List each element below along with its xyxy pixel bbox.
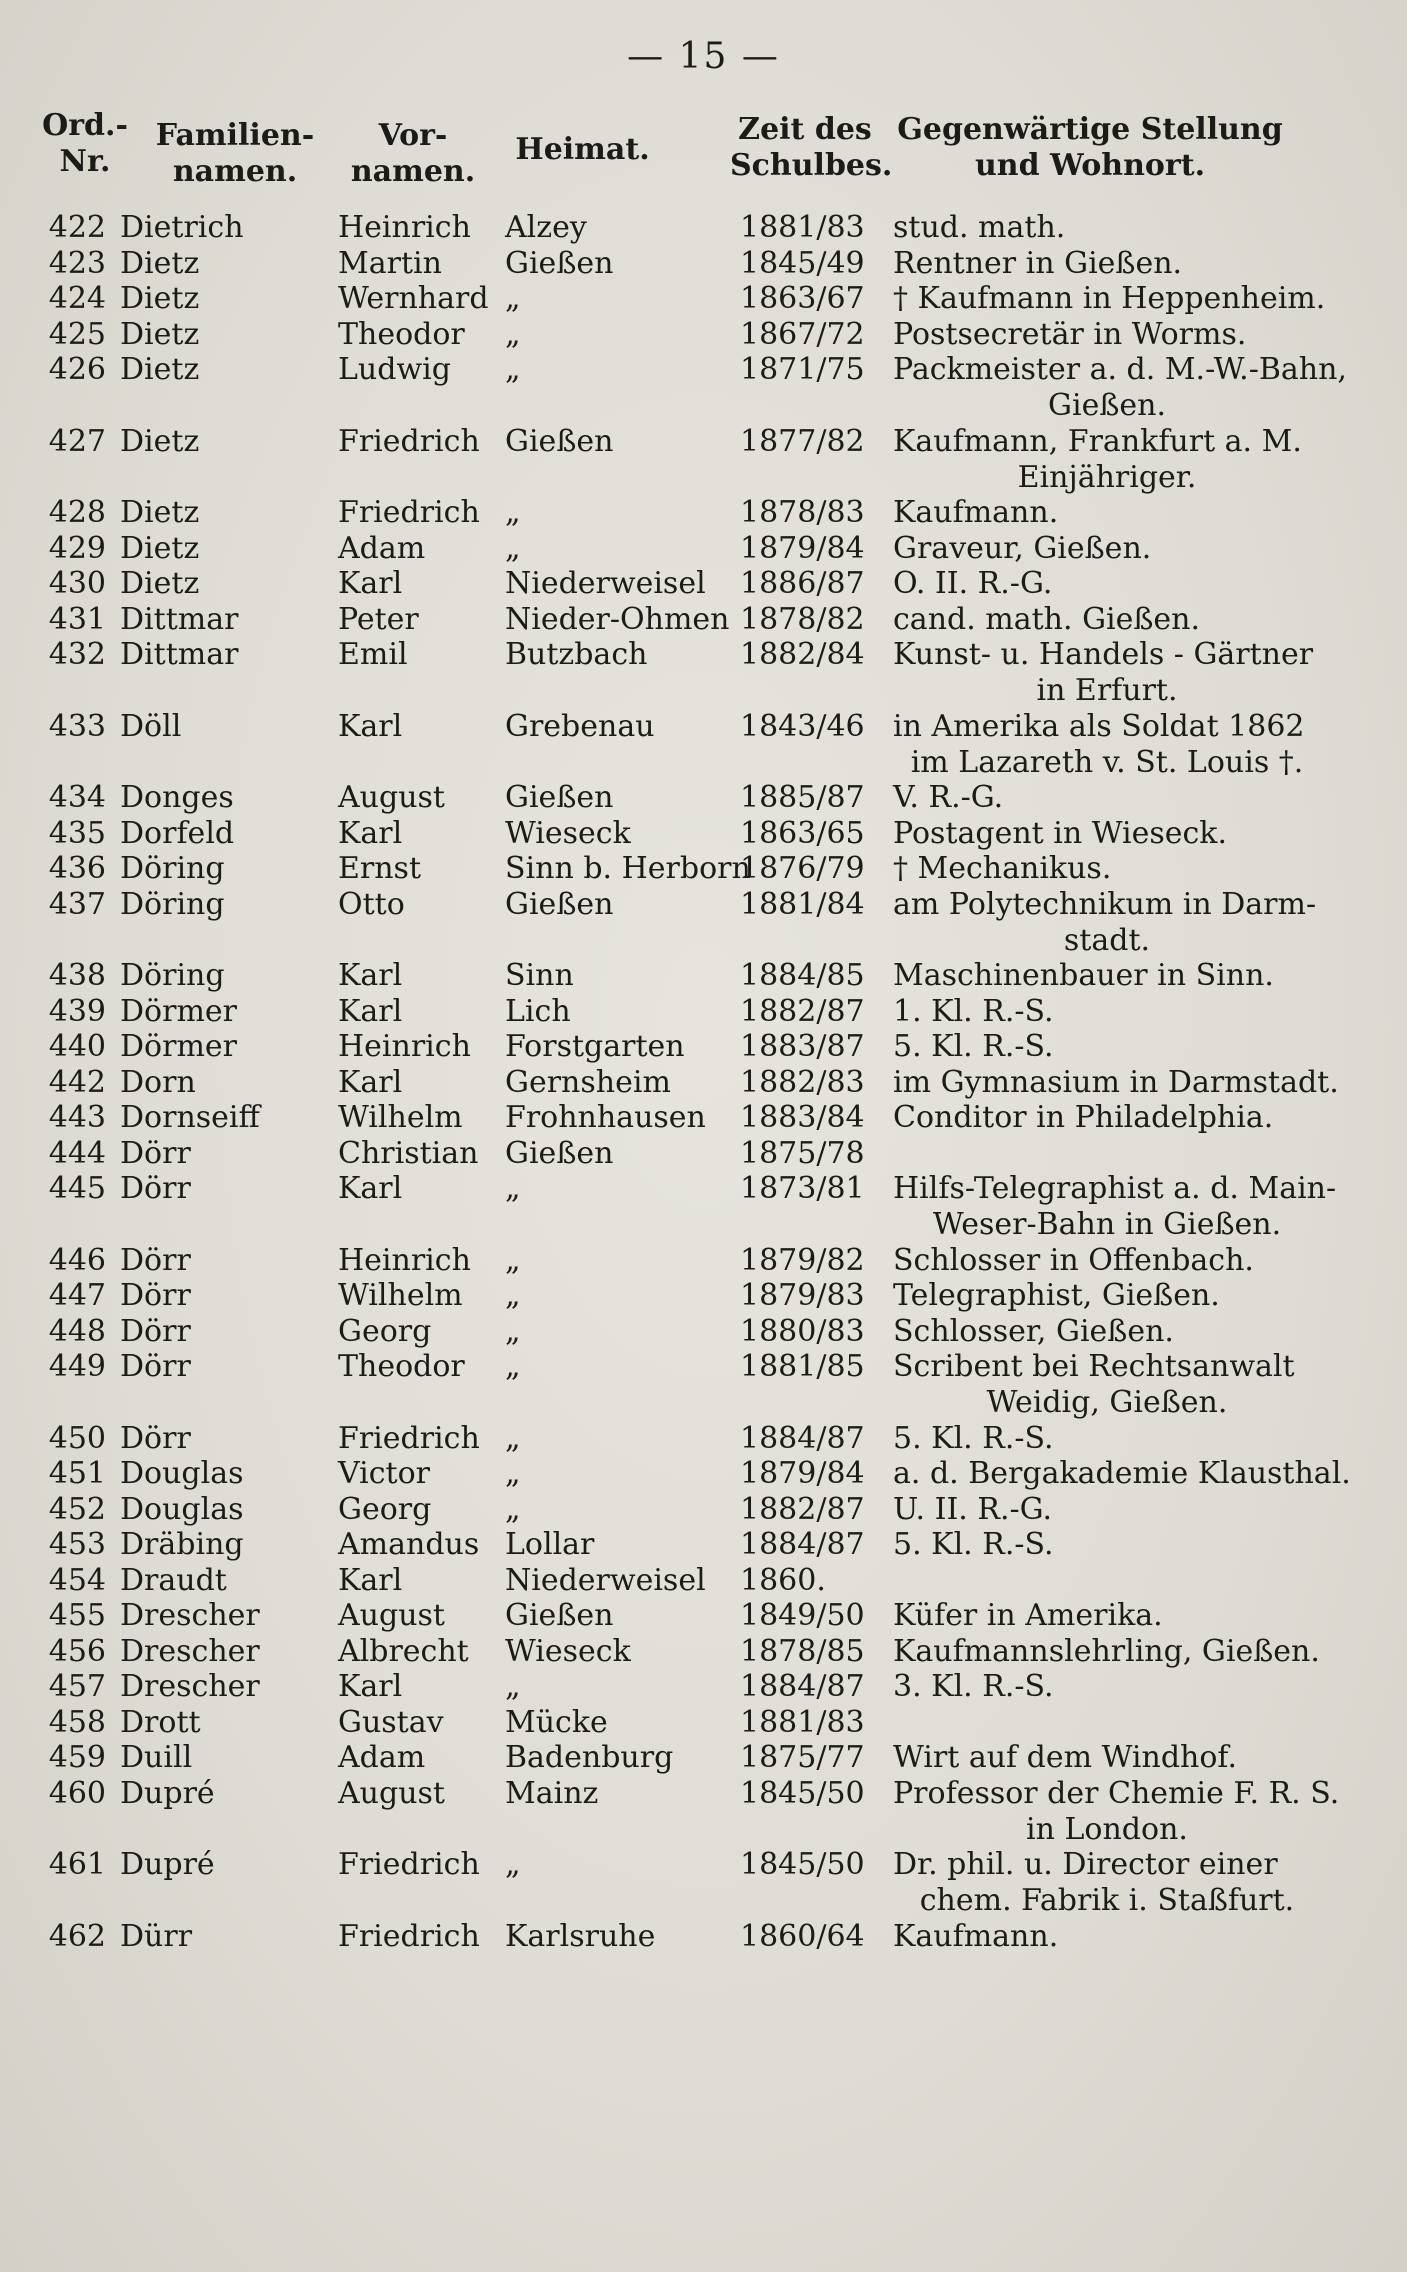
entry-zeit: 1863/67 (740, 281, 865, 316)
entry-heimat: „ (505, 281, 521, 316)
entry-nr: 434 (48, 780, 106, 815)
entry-stellung: 5. Kl. R.-S. (893, 1029, 1054, 1064)
entry-heimat: Wieseck (505, 1633, 631, 1669)
entry-vorname: Karl (338, 708, 403, 744)
entry-heimat: „ (505, 1171, 521, 1206)
entry-vorname: Albrecht (338, 1633, 469, 1669)
entry-familienname: Dörmer (120, 993, 237, 1029)
entry-stellung: 1. Kl. R.-S. (893, 993, 1054, 1029)
entry-nr: 448 (48, 1313, 106, 1349)
entry-zeit: 1860/64 (740, 1918, 865, 1954)
entry-familienname: Dräbing (120, 1527, 244, 1562)
entry-zeit: 1881/83 (740, 210, 865, 245)
entry-vorname: Friedrich (338, 1420, 480, 1456)
entry-stellung: Telegraphist, Gießen. (893, 1278, 1220, 1313)
entry-stellung: Kunst- u. Handels - Gärtner (893, 637, 1314, 672)
entry-nr: 422 (48, 210, 106, 245)
entry-zeit: 1876/79 (740, 851, 865, 886)
entry-stellung-continued: Weidig, Gießen. (986, 1385, 1228, 1420)
entry-zeit: 1871/75 (740, 352, 865, 387)
entry-nr: 459 (48, 1740, 106, 1775)
entry-zeit: 1845/50 (740, 1847, 865, 1882)
entry-zeit: 1878/83 (740, 495, 865, 530)
entry-nr: 428 (48, 495, 106, 530)
entry-nr: 452 (48, 1491, 106, 1527)
entry-zeit: 1882/84 (740, 637, 865, 672)
entry-heimat: „ (505, 1456, 521, 1491)
entry-familienname: Dörr (120, 1278, 191, 1313)
table-row (0, 281, 1407, 317)
table-row (0, 210, 1407, 246)
entry-heimat: Mainz (505, 1775, 599, 1811)
entry-familienname: Dornseiff (120, 1100, 260, 1135)
entry-vorname: Peter (338, 601, 419, 637)
entry-familienname: Döring (120, 886, 225, 922)
entry-heimat: Butzbach (505, 637, 648, 672)
table-row (0, 1314, 1407, 1350)
table-row (0, 1598, 1407, 1634)
entry-stellung: a. d. Bergakademie Klausthal. (893, 1456, 1351, 1491)
table-row (0, 1100, 1407, 1136)
entry-zeit: 1879/84 (740, 1456, 865, 1491)
table-row (0, 1456, 1407, 1492)
entry-stellung-continued: Einjähriger. (1017, 459, 1197, 495)
entry-nr: 446 (48, 1242, 106, 1278)
entry-vorname: Karl (338, 1562, 403, 1598)
entry-vorname: Ludwig (338, 352, 451, 387)
entry-nr: 439 (48, 993, 106, 1029)
table-row (0, 1527, 1407, 1563)
entry-familienname: Dietz (120, 566, 200, 601)
header-stellung: Gegenwärtige Stellung und Wohnort. (897, 112, 1283, 183)
entry-heimat: Gießen (505, 780, 614, 815)
entry-stellung: im Gymnasium in Darmstadt. (893, 1064, 1339, 1100)
entry-nr: 460 (48, 1775, 106, 1811)
entry-stellung: Scribent bei Rechtsanwalt (893, 1349, 1295, 1384)
entry-nr: 437 (48, 886, 106, 922)
entry-heimat: Forstgarten (505, 1029, 685, 1064)
entry-vorname: Friedrich (338, 1847, 480, 1882)
entry-stellung: 5. Kl. R.-S. (893, 1527, 1054, 1562)
entry-heimat: „ (505, 1669, 521, 1704)
table-row (0, 709, 1407, 781)
entry-vorname: Adam (338, 530, 426, 566)
entry-familienname: Dürr (120, 1918, 193, 1954)
entry-familienname: Dorn (120, 1064, 196, 1100)
entry-nr: 451 (48, 1456, 106, 1491)
entry-zeit: 1884/87 (740, 1527, 865, 1562)
entry-zeit: 1881/83 (740, 1704, 865, 1740)
entry-familienname: Dörr (120, 1349, 191, 1384)
table-row (0, 1634, 1407, 1670)
entry-stellung-continued: in London. (1026, 1811, 1188, 1847)
entry-zeit: 1881/85 (740, 1349, 865, 1384)
table-row (0, 246, 1407, 282)
entry-zeit: 1875/78 (740, 1135, 865, 1171)
entry-vorname: Heinrich (338, 1242, 471, 1278)
entry-familienname: Donges (120, 780, 234, 815)
entry-zeit: 1879/83 (740, 1278, 865, 1313)
entry-familienname: Dörmer (120, 1029, 237, 1064)
entry-nr: 442 (48, 1064, 106, 1100)
entry-zeit: 1845/49 (740, 245, 865, 281)
table-row (0, 1421, 1407, 1457)
entry-stellung: 3. Kl. R.-S. (893, 1669, 1054, 1704)
entry-zeit: 1867/72 (740, 316, 865, 352)
entry-stellung: V. R.-G. (893, 780, 1004, 815)
entry-zeit: 1883/84 (740, 1100, 865, 1135)
entry-nr: 456 (48, 1633, 106, 1669)
table-row (0, 887, 1407, 959)
entry-familienname: Dietz (120, 352, 200, 387)
table-row (0, 602, 1407, 638)
entry-vorname: Karl (338, 958, 403, 993)
entry-stellung-continued: stadt. (1063, 922, 1151, 958)
entry-heimat: Sinn (505, 958, 574, 993)
entry-zeit: 1884/87 (740, 1669, 865, 1704)
entry-familienname: Dupré (120, 1847, 215, 1882)
entry-nr: 430 (48, 566, 106, 601)
entry-stellung: Hilfs-Telegraphist a. d. Main- (893, 1171, 1337, 1206)
entry-nr: 426 (48, 352, 106, 387)
entry-nr: 425 (48, 316, 106, 352)
entry-nr: 453 (48, 1527, 106, 1562)
entry-heimat: „ (505, 1491, 521, 1527)
entry-nr: 423 (48, 245, 106, 281)
entry-familienname: Dörr (120, 1171, 191, 1206)
entry-stellung: Wirt auf dem Windhof. (893, 1740, 1238, 1775)
table-row (0, 1492, 1407, 1528)
entry-nr: 445 (48, 1171, 106, 1206)
entry-heimat: „ (505, 530, 521, 566)
entry-heimat: Gießen (505, 423, 614, 459)
entry-zeit: 1879/82 (740, 1242, 865, 1278)
entry-heimat: Gießen (505, 886, 614, 922)
entry-vorname: Friedrich (338, 423, 480, 459)
entry-zeit: 1882/83 (740, 1064, 865, 1100)
entry-stellung-continued: im Lazareth v. St. Louis †. (910, 744, 1304, 780)
entry-stellung-continued: Weser-Bahn in Gießen. (932, 1207, 1282, 1242)
table-row (0, 1278, 1407, 1314)
entry-stellung: Graveur, Gießen. (893, 530, 1152, 566)
table-row (0, 566, 1407, 602)
entry-zeit: 1843/46 (740, 708, 865, 744)
entry-familienname: Dietz (120, 530, 200, 566)
entry-stellung: cand. math. Gießen. (893, 601, 1201, 637)
entry-familienname: Döring (120, 851, 225, 886)
entry-nr: 433 (48, 708, 106, 744)
entry-stellung: Kaufmann. (893, 1918, 1059, 1954)
entry-stellung-continued: chem. Fabrik i. Staßfurt. (919, 1883, 1295, 1918)
entry-stellung: Postagent in Wieseck. (893, 815, 1228, 851)
table-row (0, 1029, 1407, 1065)
table-row (0, 1349, 1407, 1421)
entry-zeit: 1886/87 (740, 566, 865, 601)
entry-stellung-continued: in Erfurt. (1036, 673, 1178, 708)
entry-zeit: 1885/87 (740, 780, 865, 815)
entry-vorname: Karl (338, 566, 403, 601)
entry-zeit: 1879/84 (740, 530, 865, 566)
entry-stellung: Rentner in Gießen. (893, 245, 1183, 281)
entry-nr: 424 (48, 281, 106, 316)
entry-heimat: „ (505, 1242, 521, 1278)
entry-vorname: Wilhelm (338, 1100, 463, 1135)
entry-vorname: Wilhelm (338, 1278, 463, 1313)
entry-zeit: 1875/77 (740, 1740, 865, 1775)
entry-stellung: 5. Kl. R.-S. (893, 1420, 1054, 1456)
entry-heimat: Gießen (505, 1135, 614, 1171)
entry-stellung: stud. math. (893, 210, 1066, 245)
entry-zeit: 1878/85 (740, 1633, 865, 1669)
header-zeit: Zeit des Schulbes. (730, 112, 893, 183)
entry-heimat: Karlsruhe (505, 1918, 656, 1954)
entry-nr: 440 (48, 1029, 106, 1064)
entry-stellung: Dr. phil. u. Director einer (893, 1847, 1278, 1882)
entry-zeit: 1884/87 (740, 1420, 865, 1456)
table-row (0, 958, 1407, 994)
entry-heimat: „ (505, 316, 521, 352)
entry-nr: 461 (48, 1847, 106, 1882)
entry-familienname: Duill (120, 1740, 193, 1775)
entry-heimat: Nieder-Ohmen (505, 601, 730, 637)
entry-stellung: Schlosser, Gießen. (893, 1313, 1174, 1349)
entry-familienname: Dittmar (120, 601, 239, 637)
entry-familienname: Dörr (120, 1420, 191, 1456)
entry-familienname: Dietz (120, 423, 200, 459)
entry-familienname: Dietz (120, 316, 200, 352)
entry-heimat: „ (505, 495, 521, 530)
entry-stellung: † Kaufmann in Heppenheim. (893, 281, 1326, 316)
entry-nr: 458 (48, 1704, 106, 1740)
entry-stellung: † Mechanikus. (893, 851, 1112, 886)
entry-zeit: 1883/87 (740, 1029, 865, 1064)
entry-stellung: Professor der Chemie F. R. S. (893, 1775, 1340, 1811)
entry-vorname: Friedrich (338, 1918, 480, 1954)
entry-familienname: Douglas (120, 1491, 244, 1527)
entry-familienname: Drescher (120, 1633, 260, 1669)
entry-nr: 432 (48, 637, 106, 672)
entry-heimat: Gießen (505, 245, 614, 281)
entry-zeit: 1880/83 (740, 1313, 865, 1349)
table-row (0, 1669, 1407, 1705)
entry-nr: 427 (48, 423, 106, 459)
table-row (0, 1705, 1407, 1741)
header-vorname: Vor- namen. (350, 118, 476, 189)
table-row (0, 1136, 1407, 1172)
entry-stellung: Schlosser in Offenbach. (893, 1242, 1254, 1278)
entry-vorname: Karl (338, 815, 403, 851)
entry-familienname: Dupré (120, 1775, 215, 1811)
entry-familienname: Dörr (120, 1242, 191, 1278)
entry-nr: 435 (48, 815, 106, 851)
entry-vorname: Amandus (338, 1527, 480, 1562)
table-row (0, 1171, 1407, 1243)
entry-nr: 444 (48, 1135, 106, 1171)
entry-stellung: Packmeister a. d. M.-W.-Bahn, (893, 352, 1347, 387)
entry-vorname: Martin (338, 245, 442, 281)
entry-familienname: Dörr (120, 1135, 191, 1171)
entry-heimat: Sinn b. Herborn (505, 851, 751, 886)
entry-heimat: Frohnhausen (505, 1100, 706, 1135)
entry-vorname: Christian (338, 1135, 479, 1171)
table-row (0, 1065, 1407, 1101)
entry-nr: 454 (48, 1562, 106, 1598)
entry-heimat: Niederweisel (505, 566, 706, 601)
entry-zeit: 1881/84 (740, 886, 865, 922)
entry-nr: 436 (48, 851, 106, 886)
entry-zeit: 1845/50 (740, 1775, 865, 1811)
entry-familienname: Dietz (120, 245, 200, 281)
entry-zeit: 1882/87 (740, 1491, 865, 1527)
entry-vorname: Heinrich (338, 210, 471, 245)
entry-nr: 438 (48, 958, 106, 993)
entry-vorname: Ernst (338, 851, 422, 886)
table-row (0, 317, 1407, 353)
entry-heimat: „ (505, 352, 521, 387)
entry-heimat: „ (505, 1847, 521, 1882)
table-row (0, 994, 1407, 1030)
entry-vorname: Karl (338, 1669, 403, 1704)
entry-familienname: Dietrich (120, 210, 244, 245)
table-row (0, 1243, 1407, 1279)
entry-stellung: Kaufmannslehrling, Gießen. (893, 1633, 1320, 1669)
entry-familienname: Dörr (120, 1313, 191, 1349)
entry-stellung: Maschinenbauer in Sinn. (893, 958, 1274, 993)
entry-vorname: Karl (338, 993, 403, 1029)
entry-heimat: Wieseck (505, 815, 631, 851)
entry-vorname: Heinrich (338, 1029, 471, 1064)
entry-familienname: Dorfeld (120, 815, 235, 851)
page-number: — 15 — (627, 36, 780, 77)
table-row (0, 1776, 1407, 1848)
entry-stellung: Conditor in Philadelphia. (893, 1100, 1274, 1135)
header-familienname: Familien- namen. (155, 118, 315, 189)
entry-vorname: Gustav (338, 1704, 444, 1740)
entry-heimat: „ (505, 1278, 521, 1313)
table-row (0, 1563, 1407, 1599)
table-row (0, 816, 1407, 852)
entry-heimat: Lich (505, 993, 571, 1029)
entry-stellung: Kaufmann, Frankfurt a. M. (893, 423, 1302, 459)
header-nr: Ord.- Nr. (42, 108, 128, 179)
entry-stellung: U. II. R.-G. (893, 1491, 1053, 1527)
entry-stellung: Küfer in Amerika. (893, 1598, 1163, 1633)
entry-zeit: 1884/85 (740, 958, 865, 993)
table-row (0, 495, 1407, 531)
entry-familienname: Drott (120, 1704, 201, 1740)
entry-familienname: Douglas (120, 1456, 244, 1491)
entry-familienname: Dietz (120, 281, 200, 316)
entry-vorname: August (338, 1775, 445, 1811)
entry-nr: 457 (48, 1669, 106, 1704)
entry-zeit: 1878/82 (740, 601, 865, 637)
entry-heimat: Grebenau (505, 708, 655, 744)
entry-familienname: Döring (120, 958, 225, 993)
entry-heimat: Mücke (505, 1704, 608, 1740)
entry-vorname: Friedrich (338, 495, 480, 530)
entry-familienname: Dittmar (120, 637, 239, 672)
entry-stellung: in Amerika als Soldat 1862 (893, 708, 1305, 744)
entry-heimat: Badenburg (505, 1740, 674, 1775)
entry-zeit: 1873/81 (740, 1171, 865, 1206)
entry-stellung-continued: Gießen. (1048, 388, 1166, 423)
register-table (0, 210, 1407, 1954)
entry-heimat: Niederweisel (505, 1562, 706, 1598)
entry-stellung: Kaufmann. (893, 495, 1059, 530)
table-row (0, 637, 1407, 709)
entry-vorname: Emil (338, 637, 408, 672)
entry-zeit: 1863/65 (740, 815, 865, 851)
entry-zeit: 1849/50 (740, 1598, 865, 1633)
entry-vorname: Georg (338, 1313, 432, 1349)
table-row (0, 424, 1407, 496)
entry-zeit: 1860. (740, 1562, 826, 1598)
entry-nr: 462 (48, 1918, 106, 1954)
entry-vorname: Karl (338, 1171, 403, 1206)
entry-stellung: am Polytechnikum in Darm- (893, 886, 1317, 922)
entry-heimat: Gernsheim (505, 1064, 671, 1100)
entry-heimat: Gießen (505, 1598, 614, 1633)
entry-vorname: August (338, 1598, 445, 1633)
entry-vorname: Theodor (338, 1349, 465, 1384)
entry-familienname: Draudt (120, 1562, 227, 1598)
header-heimat: Heimat. (515, 132, 650, 167)
entry-familienname: Drescher (120, 1598, 260, 1633)
table-row (0, 352, 1407, 424)
entry-vorname: Georg (338, 1491, 432, 1527)
entry-familienname: Drescher (120, 1669, 260, 1704)
entry-vorname: Victor (338, 1456, 430, 1491)
table-row (0, 1740, 1407, 1776)
entry-nr: 443 (48, 1100, 106, 1135)
table-row (0, 531, 1407, 567)
entry-nr: 429 (48, 530, 106, 566)
entry-nr: 447 (48, 1278, 106, 1313)
entry-nr: 450 (48, 1420, 106, 1456)
entry-stellung: O. II. R.-G. (893, 566, 1053, 601)
entry-vorname: Karl (338, 1064, 403, 1100)
table-row (0, 780, 1407, 816)
entry-vorname: August (338, 780, 445, 815)
entry-vorname: Wernhard (338, 281, 489, 316)
entry-familienname: Döll (120, 708, 182, 744)
table-row (0, 1847, 1407, 1919)
entry-nr: 455 (48, 1598, 106, 1633)
entry-heimat: „ (505, 1420, 521, 1456)
entry-familienname: Dietz (120, 495, 200, 530)
entry-nr: 449 (48, 1349, 106, 1384)
entry-vorname: Theodor (338, 316, 465, 352)
entry-vorname: Adam (338, 1740, 426, 1775)
entry-zeit: 1877/82 (740, 423, 865, 459)
entry-nr: 431 (48, 601, 106, 637)
entry-heimat: Alzey (505, 210, 587, 245)
table-row (0, 851, 1407, 887)
entry-zeit: 1882/87 (740, 993, 865, 1029)
entry-stellung: Postsecretär in Worms. (893, 316, 1247, 352)
entry-heimat: „ (505, 1313, 521, 1349)
table-row (0, 1919, 1407, 1955)
entry-heimat: „ (505, 1349, 521, 1384)
entry-heimat: Lollar (505, 1527, 595, 1562)
entry-vorname: Otto (338, 886, 405, 922)
